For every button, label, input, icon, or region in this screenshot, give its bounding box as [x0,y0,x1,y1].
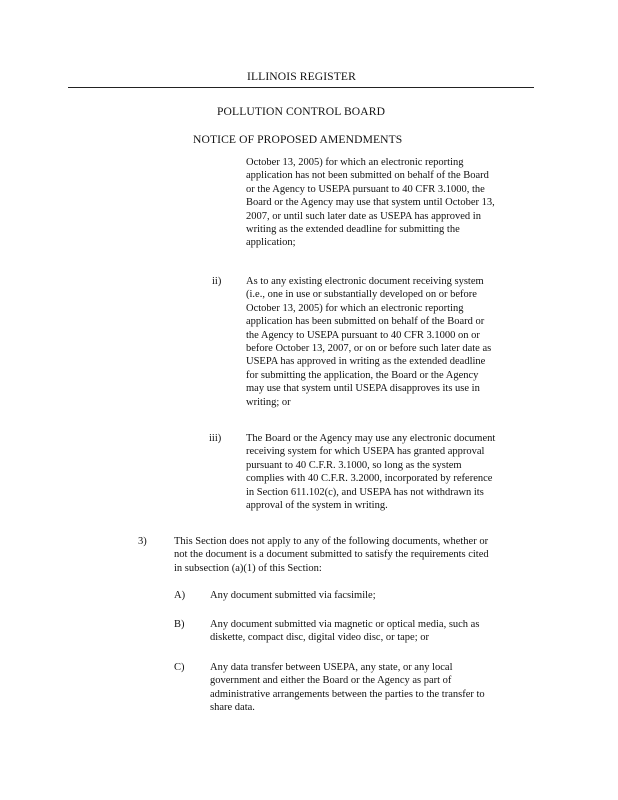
text-line: This Section does not apply to any of the following documents, whether or [174,536,489,547]
item-b-paragraph [210,618,479,645]
text-line: application has been submitted on behalf of the Board or [246,316,485,328]
text-line: in Section 611.102(c), and USEPA has not withdrawn its [246,486,484,498]
text-line: October 13, 2005) for which an electronic reporting [246,302,464,314]
text-line: writing as the extended deadline for submitting the [246,224,460,236]
text-line: before October 13, 2007, or on or before such later date as [246,343,492,355]
item-ii-paragraph [246,275,491,409]
register-title: ILLINOIS REGISTER [247,70,356,83]
item-b-marker: B) [174,619,185,630]
text-line: receiving system for which USEPA has granted approval [246,446,485,458]
text-line: may use that system until USEPA disapproves its use in [246,383,480,395]
text-line: complies with 40 C.F.R. 3.2000, incorporated by reference [246,473,493,485]
text-line: or the Agency to USEPA pursuant to 40 CFR 3.1000, the [246,183,485,195]
text-line: Any data transfer between USEPA, any state, or any local [210,662,453,673]
text-line: Board or the Agency may use that system until October 13, [246,197,495,209]
text-line: application; [246,237,296,249]
section-3-paragraph [174,535,489,575]
text-line: 2007, or until such later date as USEPA has approved in [246,210,481,222]
header-rule [68,87,534,88]
item-a-paragraph [210,589,376,602]
text-line: government and either the Board or the Agency as part of [210,675,452,687]
item-c-paragraph [210,661,485,715]
section-3-marker: 3) [138,536,147,547]
text-line: the Agency to USEPA pursuant to 40 CFR 3.1000 on or [246,329,480,341]
item-iii-marker: iii) [209,433,222,444]
item-iii-paragraph [246,432,495,512]
continuation-paragraph [246,156,495,250]
text-line: Any document submitted via facsimile; [210,590,376,601]
text-line: application has not been submitted on behalf of the Board [246,170,489,182]
text-line: administrative arrangements between the parties to the transfer to [210,688,485,700]
item-a-marker: A) [174,590,186,601]
text-line: USEPA has approved in writing as the extended deadline [246,356,486,368]
text-line: in subsection (a)(1) of this Section: [174,562,322,574]
text-line: Any document submitted via magnetic or optical media, such as [210,619,480,630]
text-line: As to any existing electronic document receiving system [246,276,484,287]
item-ii-marker: ii) [212,276,222,287]
text-line: October 13, 2005) for which an electronic reporting [246,157,464,168]
notice-title: NOTICE OF PROPOSED AMENDMENTS [193,133,403,146]
text-line: share data. [210,702,255,714]
text-line: (i.e., one in use or substantially developed on or before [246,289,477,301]
text-line: diskette, compact disc, digital video disc, or tape; or [210,632,429,644]
text-line: not the document is a document submitted to satisfy the requirements cited [174,549,489,561]
text-line: pursuant to 40 C.F.R. 3.1000, so long as the system [246,459,462,471]
board-title: POLLUTION CONTROL BOARD [217,105,386,118]
text-line: The Board or the Agency may use any electronic document [246,433,496,444]
text-line: for submitting the application, the Board or the Agency [246,369,479,381]
item-c-marker: C) [174,662,185,673]
text-line: approval of the system in writing. [246,500,388,512]
text-line: writing; or [246,396,291,408]
